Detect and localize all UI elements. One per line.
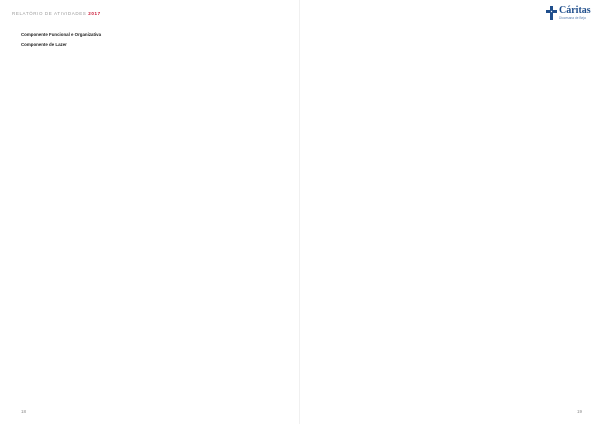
paragraph-lead: Componente Funcional e Organizativa: [21, 31, 102, 37]
page-number: 19: [576, 409, 582, 414]
right-text-column: [324, 27, 580, 32]
paragraph-lead: Componente de Lazer: [21, 42, 67, 48]
caritas-logo-icon: [546, 6, 557, 20]
page-number: 18: [21, 409, 27, 414]
running-header-prefix: RELATÓRIO DE ATIVIDADES: [12, 11, 87, 16]
right-page: [300, 0, 600, 424]
left-text-column: [21, 27, 276, 53]
paragraph: [21, 42, 276, 48]
running-header: [12, 11, 101, 16]
caritas-logo: [546, 5, 590, 23]
caritas-logo-name: Cáritas: [559, 5, 591, 16]
running-header-year: 2017: [88, 11, 101, 16]
caritas-logo-subtitle: Diocesana de Beja: [559, 16, 586, 20]
paragraph: [21, 32, 276, 38]
